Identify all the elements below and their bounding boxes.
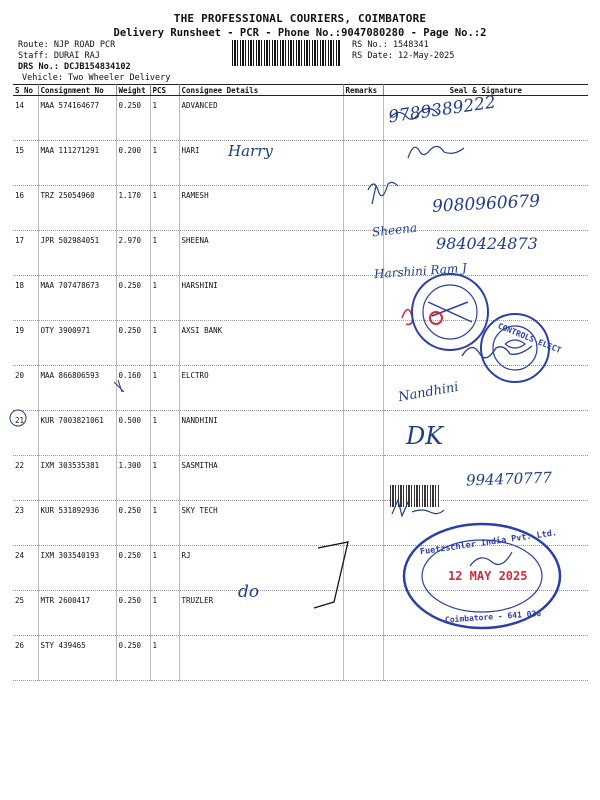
table-row (13, 591, 588, 636)
remarks-cell (343, 276, 383, 321)
seal-text-top: Fuetzschler India Pvt. Ltd. (419, 528, 558, 558)
remarks-cell (343, 501, 383, 546)
table-row (13, 366, 588, 411)
round-stamp-text: CONTROLS ELECT (496, 321, 563, 356)
row-consignment: IXM 303535381 (38, 456, 116, 501)
handwritten-signature-22: DK (406, 422, 444, 450)
barcode-icon (390, 485, 440, 507)
row-pcs: 1 (150, 636, 179, 681)
row-consignee: AXSI BANK (179, 321, 343, 366)
row-consignee: RAMESH (179, 186, 343, 231)
signature-cell (383, 321, 588, 366)
row-consignee: SASMITHA (179, 456, 343, 501)
row-pcs: 1 (150, 456, 179, 501)
handwritten-signature-17: Sheena (371, 220, 418, 240)
row-pcs: 1 (150, 231, 179, 276)
row-consignee: SKY TECH (179, 501, 343, 546)
row-weight: 0.250 (116, 591, 150, 636)
remarks-cell (343, 591, 383, 636)
row-weight: 1.300 (116, 456, 150, 501)
row-consignee: ADVANCED (179, 96, 343, 141)
rs-date: RS Date: 12-May-2025 (352, 51, 455, 61)
row-consignment: MAA 866806593 (38, 366, 116, 411)
row-sno: 24 (13, 546, 38, 591)
handwritten-phone-14: 9789389222 (387, 92, 498, 128)
row-pcs: 1 (150, 186, 179, 231)
row-sno: 25 (13, 591, 38, 636)
row-consignment: TRZ 25054960 (38, 186, 116, 231)
row-consignment: JPR 502984051 (38, 231, 116, 276)
row-consignee: ELCTRO (179, 366, 343, 411)
table-row (13, 96, 588, 141)
signature-cell (383, 276, 588, 321)
barcode-icon (232, 40, 340, 66)
row-consignment: KUR 7003821061 (38, 411, 116, 456)
row-consignee: RJ (179, 546, 343, 591)
row-sno: 23 (13, 501, 38, 546)
row-consignment: MAA 574164677 (38, 96, 116, 141)
row-consignment: STY 439465 (38, 636, 116, 681)
row-weight: 2.970 (116, 231, 150, 276)
row-sno: 22 (13, 456, 38, 501)
row-consignee: TRUZLER (179, 591, 343, 636)
handwritten-phone-16: 9080960679 (431, 191, 541, 217)
row-pcs: 1 (150, 96, 179, 141)
vehicle-label: Vehicle: Two Wheeler Delivery (22, 73, 171, 83)
row-sno: 21 (13, 411, 38, 456)
signature-cell (383, 546, 588, 591)
col-header: PCS (150, 85, 179, 96)
row-pcs: 1 (150, 591, 179, 636)
row-consignee: HARI (179, 141, 343, 186)
staff-label: Staff: DURAI RAJ (18, 51, 100, 61)
row-weight: 0.200 (116, 141, 150, 186)
handwritten-signature-21: Nandhini (397, 379, 460, 406)
remarks-cell (343, 546, 383, 591)
company-title: THE PROFESSIONAL COURIERS, COIMBATORE (173, 12, 427, 25)
row-weight: 0.250 (116, 546, 150, 591)
col-header: Consignment No (38, 85, 116, 96)
row-pcs: 1 (150, 411, 179, 456)
signature-cell (383, 591, 588, 636)
handwritten-phone-23: 994470777 (465, 468, 553, 490)
remarks-cell (343, 411, 383, 456)
row-consignment: KUR 531892936 (38, 501, 116, 546)
handwritten-note-26: do (238, 582, 260, 602)
row-sno: 16 (13, 186, 38, 231)
row-consignee: NANDHINI (179, 411, 343, 456)
row-consignment: MTR 2600417 (38, 591, 116, 636)
table-header-row (13, 85, 588, 96)
row-consignment: MAA 111271291 (38, 141, 116, 186)
table-row (13, 321, 588, 366)
signature-cell (383, 501, 588, 546)
row-sno: 26 (13, 636, 38, 681)
rs-number: RS No.: 1548341 (352, 40, 429, 50)
row-consignee: HARSHINI (179, 276, 343, 321)
col-header: Remarks (343, 85, 383, 96)
handwritten-signature-18: Harshini Ram J (373, 260, 468, 282)
row-weight: 1.170 (116, 186, 150, 231)
row-pcs: 1 (150, 366, 179, 411)
row-sno: 20 (13, 366, 38, 411)
row-sno: 19 (13, 321, 38, 366)
table-row (13, 636, 588, 681)
row-pcs: 1 (150, 141, 179, 186)
remarks-cell (343, 366, 383, 411)
row-weight: 0.250 (116, 276, 150, 321)
runsheet-subtitle: Delivery Runsheet - PCR - Phone No.:9047080280 - Page No.:2 (113, 27, 487, 39)
handwritten-phone-17: 9840424873 (436, 234, 538, 253)
route-label: Route: NJP ROAD PCR (18, 40, 116, 50)
row-weight: 0.250 (116, 321, 150, 366)
col-header: Weight (116, 85, 150, 96)
row-weight: 0.250 (116, 636, 150, 681)
col-header: Seal & Signature (383, 85, 588, 96)
drs-number: DRS No.: DCJB154834102 (18, 62, 131, 72)
table-row (13, 546, 588, 591)
table-row (13, 501, 588, 546)
row-pcs: 1 (150, 276, 179, 321)
table-row (13, 411, 588, 456)
col-header: Consignee Details (179, 85, 343, 96)
row-sno: 17 (13, 231, 38, 276)
signature-cell (383, 636, 588, 681)
row-weight: 0.160 (116, 366, 150, 411)
col-header: S No (13, 85, 38, 96)
row-weight: 0.250 (116, 96, 150, 141)
signature-cell (383, 141, 588, 186)
remarks-cell (343, 456, 383, 501)
row-weight: 0.500 (116, 411, 150, 456)
row-consignee: SHEENA (179, 231, 343, 276)
remarks-cell (343, 636, 383, 681)
row-pcs: 1 (150, 501, 179, 546)
table-row (13, 276, 588, 321)
runsheet-table (13, 84, 588, 681)
row-consignment: MAA 707478673 (38, 276, 116, 321)
remarks-cell (343, 141, 383, 186)
row-pcs: 1 (150, 546, 179, 591)
row-weight: 0.250 (116, 501, 150, 546)
remarks-cell (343, 321, 383, 366)
row-sno: 15 (13, 141, 38, 186)
remarks-cell (343, 96, 383, 141)
row-sno: 14 (13, 96, 38, 141)
row-pcs: 1 (150, 321, 179, 366)
row-consignee (179, 636, 343, 681)
row-consignment: OTY 3900971 (38, 321, 116, 366)
handwritten-name-15: Harry (228, 142, 273, 160)
table-row (13, 141, 588, 186)
seal-date-text: 12 MAY 2025 (448, 569, 528, 583)
seal-text-bottom: Coimbatore - 641 036 (444, 608, 542, 625)
row-sno: 18 (13, 276, 38, 321)
row-consignment: IXM 303540193 (38, 546, 116, 591)
